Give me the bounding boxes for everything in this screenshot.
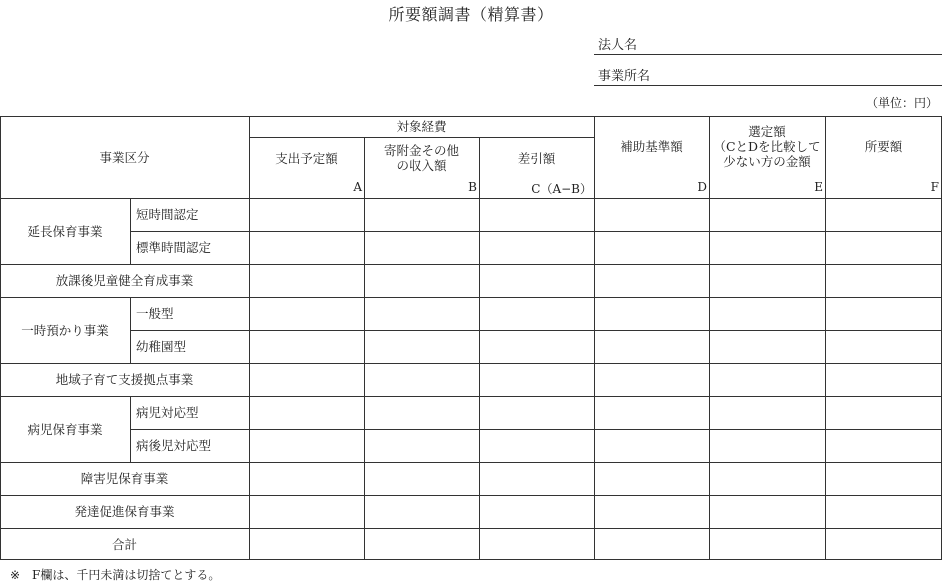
row-extended-care: 延長保育事業 — [27, 223, 103, 239]
letter-b: B — [468, 180, 477, 194]
header-col-a: 支出予定額 — [275, 150, 338, 166]
row-community-child: 地域子育て支援拠点事業 — [55, 372, 194, 387]
header-col-c: 差引額 — [517, 150, 556, 166]
row-sick-child-type: 病児対応型 — [136, 405, 199, 420]
letter-e: E — [814, 180, 823, 194]
header-col-f: 所要額 — [864, 138, 903, 154]
office-name-label: 事業所名 — [598, 69, 651, 84]
row-total: 合計 — [111, 536, 137, 552]
row-temporary-care: 一時預かり事業 — [21, 322, 109, 338]
row-after-school: 放課後児童健全育成事業 — [55, 273, 194, 288]
letter-c: C（A−B） — [531, 182, 592, 196]
header-target-expenses: 対象経費 — [396, 119, 447, 134]
row-kindergarten-type: 幼稚園型 — [136, 339, 187, 354]
corporation-name-field[interactable] — [594, 30, 942, 55]
row-sick-child-care: 病児保育事業 — [27, 421, 103, 437]
row-general-type: 一般型 — [136, 306, 174, 321]
row-post-sick-type: 病後児対応型 — [136, 438, 212, 453]
unit-label: （単位：円） — [865, 96, 938, 110]
row-standard-time: 標準時間認定 — [136, 240, 212, 255]
letter-d: D — [697, 180, 707, 194]
row-developmental: 発達促進保育事業 — [74, 504, 175, 519]
header-category: 事業区分 — [99, 149, 150, 165]
budget-table — [0, 116, 942, 560]
corporation-name-label: 法人名 — [598, 38, 638, 53]
letter-f: F — [930, 180, 939, 194]
footnote: ※ F欄は、千円未満は切捨てとする。 — [10, 568, 221, 582]
office-name-field[interactable] — [594, 61, 942, 86]
header-col-b: 寄附金その他 の収入額 — [383, 143, 459, 173]
header-col-e: 選定額 （CとDを比較して 少ない方の金額 — [713, 123, 821, 169]
letter-a: A — [353, 180, 362, 194]
header-col-d: 補助基準額 — [620, 138, 683, 154]
document-title: 所要額調書（精算書） — [388, 5, 554, 24]
row-short-time: 短時間認定 — [136, 207, 199, 222]
row-disabled-child: 障害児保育事業 — [80, 471, 169, 486]
